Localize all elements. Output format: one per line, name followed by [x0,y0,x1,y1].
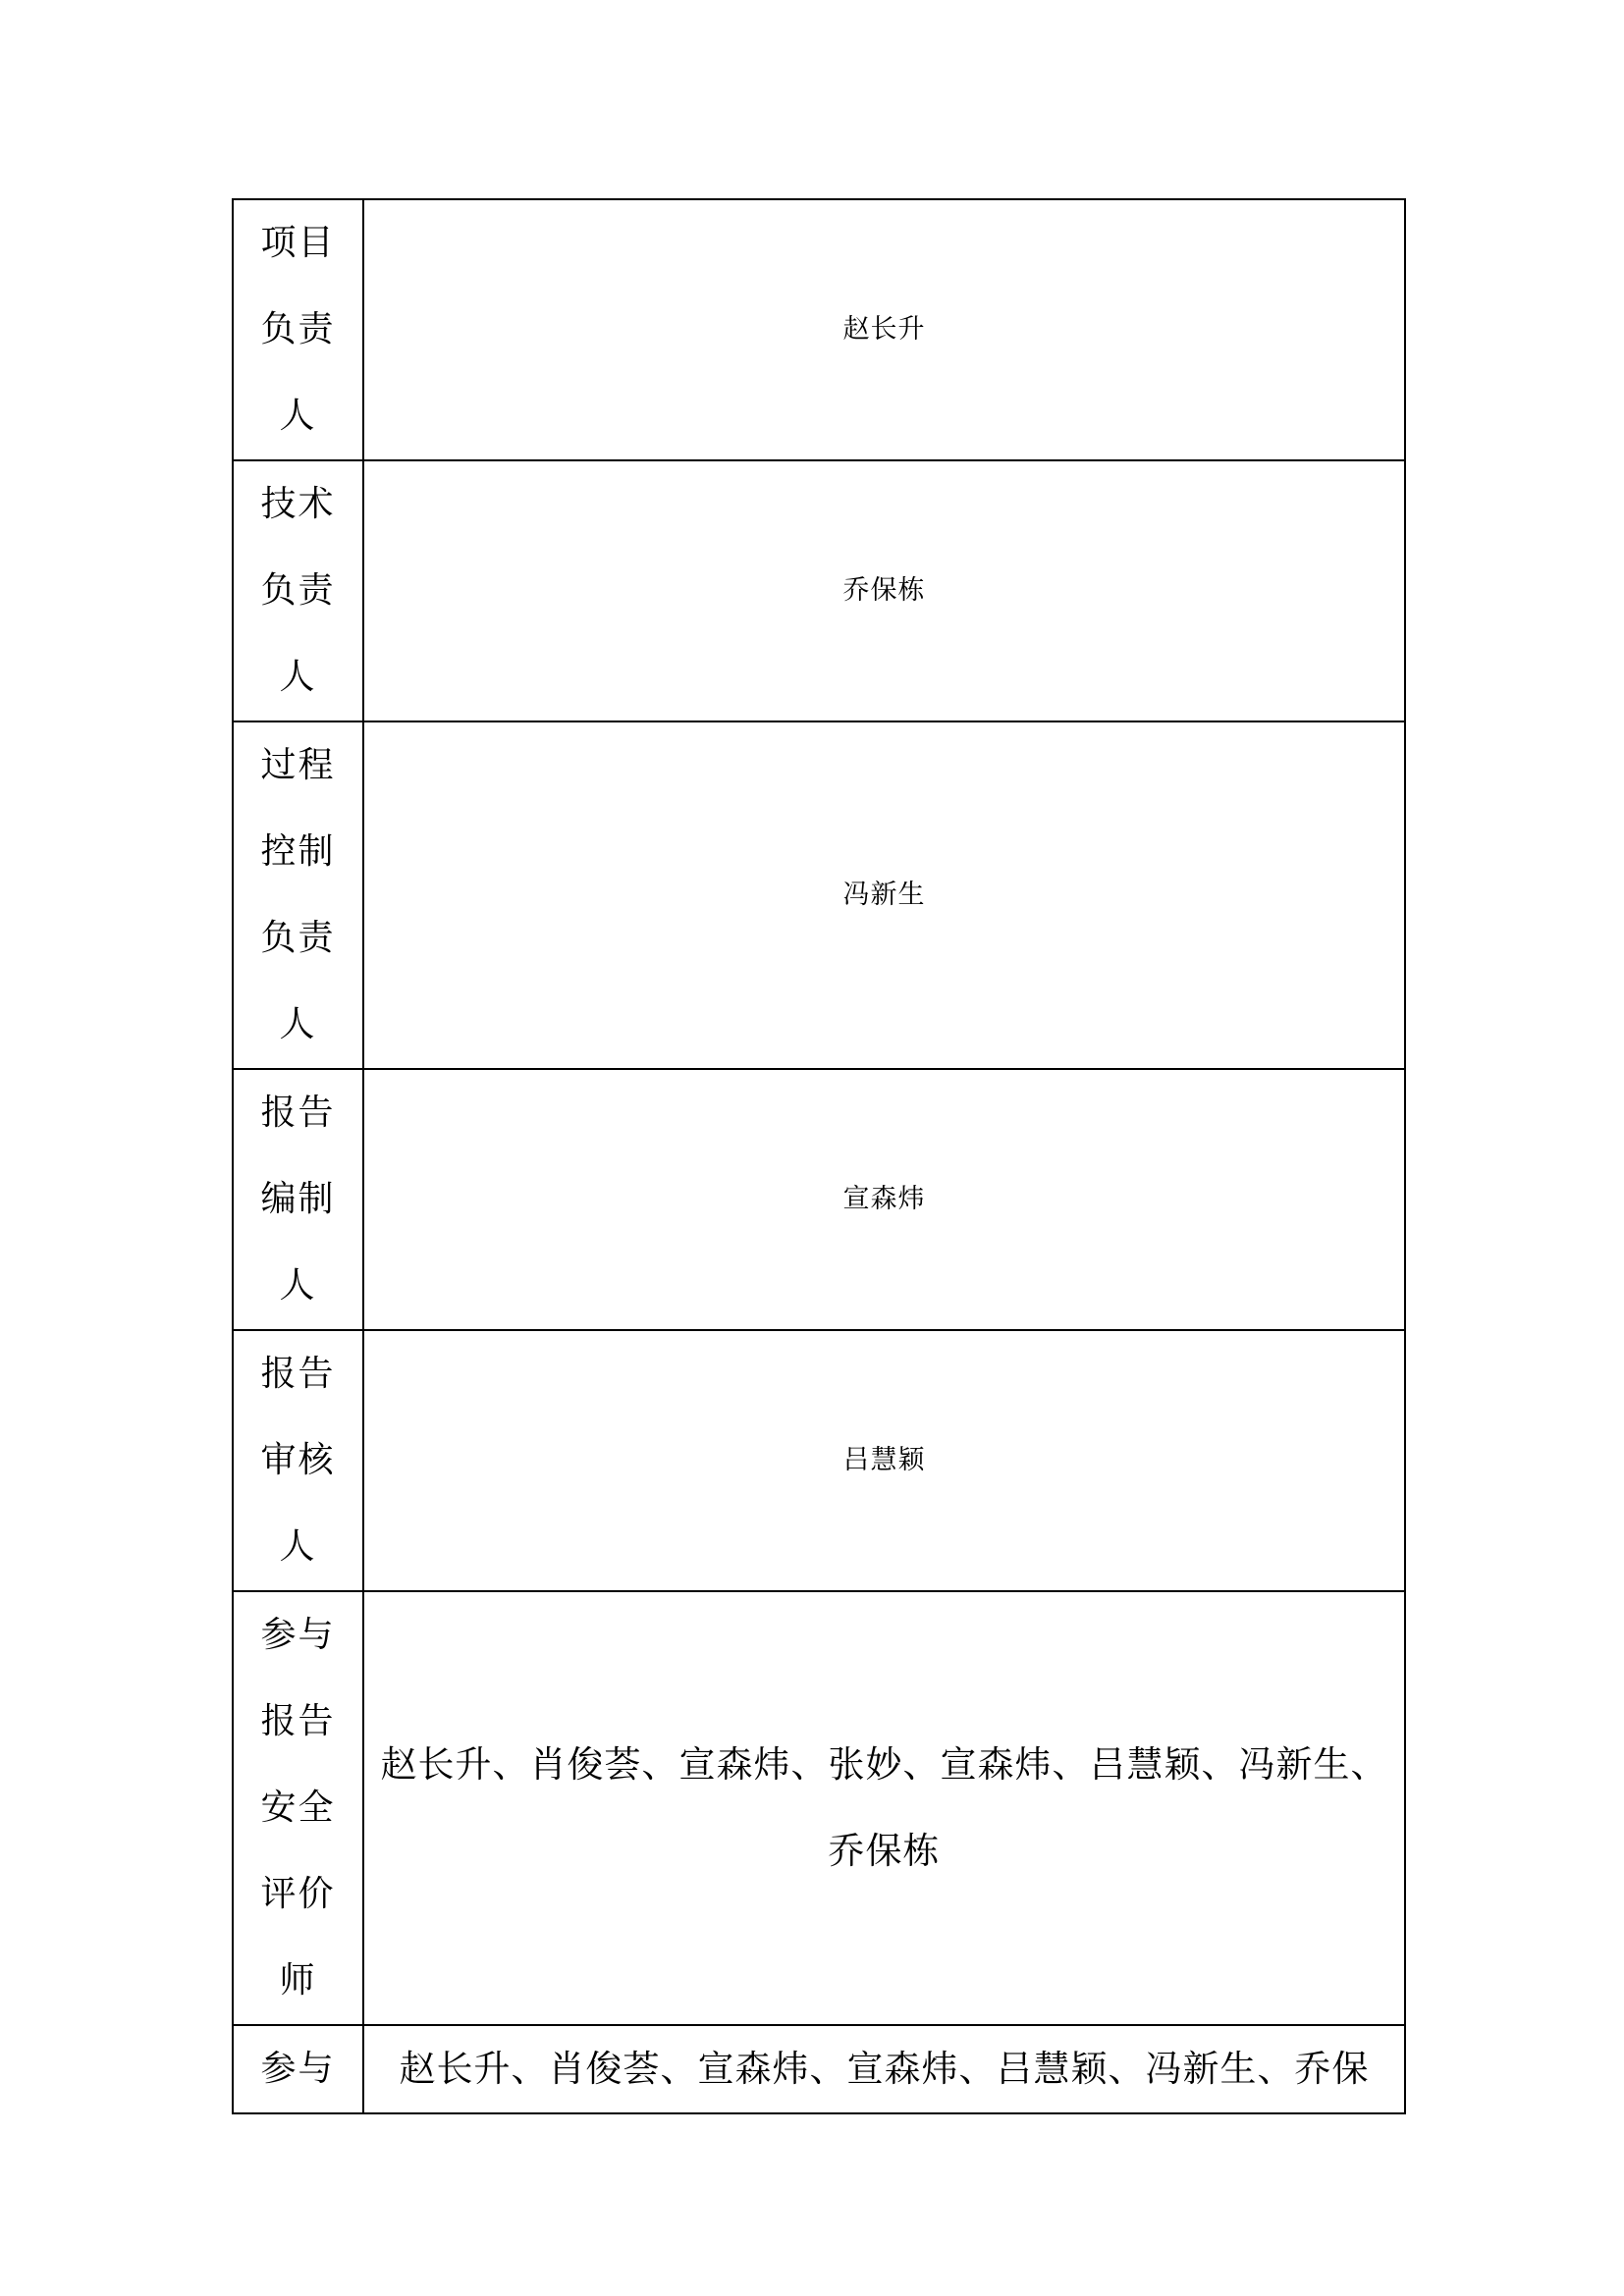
technical-leader-label: 技术负责人 [260,484,336,697]
report-reviewer-label: 报告审核人 [260,1354,336,1567]
table-row [233,2025,1405,2113]
report-author-value: 宣森炜 [842,1184,926,1214]
process-control-leader-value: 冯新生 [842,880,926,910]
process-control-leader-label: 过程控制负责人 [260,745,336,1044]
row-label-cell [233,721,363,1069]
row-label-cell [233,1069,363,1330]
row-value-cell [363,721,1405,1069]
project-leader-label: 项目负责人 [260,223,336,436]
row-label-cell [233,460,363,721]
row-value-cell [363,2025,1405,2113]
table-row [233,1330,1405,1591]
row-value-cell [363,460,1405,721]
row-label-cell [233,199,363,460]
project-leader-value: 赵长升 [842,314,926,345]
table-row [233,1591,1405,2025]
row-value-cell [363,1591,1405,2025]
table-row [233,721,1405,1069]
table-row [233,1069,1405,1330]
table-row [233,460,1405,721]
participating-evaluators-value: 赵长升、肖俊荟、宣森炜、张妙、宣森炜、吕慧颖、冯新生、乔保栋 [380,1743,1388,1872]
participating-value: 赵长升、肖俊荟、宣森炜、宣森炜、吕慧颖、冯新生、乔保 [399,2048,1370,2090]
row-label-cell [233,1591,363,2025]
row-label-cell [233,2025,363,2113]
technical-leader-value: 乔保栋 [842,575,926,606]
row-label-cell [233,1330,363,1591]
row-value-cell [363,199,1405,460]
report-author-label: 报告编制人 [260,1093,336,1306]
table-row [233,199,1405,460]
participating-evaluators-label: 参与报告安全评价师 [260,1615,336,2001]
row-value-cell [363,1330,1405,1591]
row-value-cell [363,1069,1405,1330]
report-reviewer-value: 吕慧颖 [842,1445,926,1475]
participating-label: 参与 [260,2049,336,2089]
personnel-table [232,198,1406,2114]
